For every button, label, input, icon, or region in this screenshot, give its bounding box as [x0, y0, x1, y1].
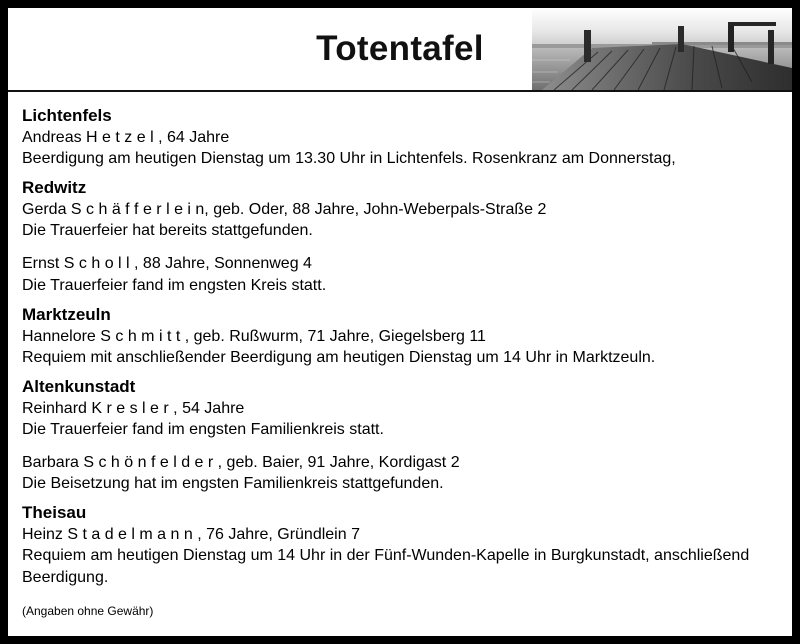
entry-name: Andreas H e t z e l , 64 Jahre [22, 129, 230, 146]
entry-name: Reinhard K r e s l e r , 54 Jahre [22, 399, 245, 417]
list-item [22, 398, 778, 440]
entry-name: Hannelore S c h m i t t , geb. Rußwurm, 71 Jahre, Giegelsberg 11 [22, 327, 486, 345]
section-lichtenfels [22, 106, 778, 169]
obituary-list [8, 92, 792, 618]
page-title: Totentafel [316, 29, 484, 68]
list-item [22, 524, 778, 587]
place-heading: Redwitz [22, 178, 87, 198]
header-banner [8, 8, 792, 90]
entry-note: Beerdigung am heutigen Dienstag um 13.30 Uhr in Lichtenfels. Rosenkranz am Donnerstag, [22, 150, 676, 168]
list-item [22, 326, 778, 368]
list-item [22, 452, 778, 494]
entry-name: Ernst S c h o l l , 88 Jahre, Sonnenweg 4 [22, 255, 312, 273]
list-item [22, 199, 778, 241]
place-heading: Marktzeuln [22, 304, 111, 324]
place-heading: Theisau [22, 503, 87, 523]
entry-note: Requiem mit anschließender Beerdigung am heutigen Dienstag um 14 Uhr in Marktzeuln. [22, 348, 656, 366]
disclaimer-text: (Angaben ohne Gewähr) [22, 603, 154, 618]
entry-name: Gerda S c h ä f f e r l e i n, geb. Oder, 88 Jahre, John-Weberpals-Straße 2 [22, 201, 547, 219]
entry-name: Heinz S t a d e l m a n n , 76 Jahre, Gründlein 7 [22, 526, 360, 544]
list-item [22, 253, 778, 295]
entry-note: Die Trauerfeier fand im engsten Familienkreis statt. [22, 420, 384, 438]
place-heading: Altenkunstadt [22, 376, 136, 396]
section-redwitz [22, 178, 778, 295]
section-theisau [22, 503, 778, 587]
entry-note: Die Beisetzung hat im engsten Familienkreis stattgefunden. [22, 475, 444, 493]
entry-note: Die Trauerfeier hat bereits stattgefunden. [22, 222, 313, 240]
entry-note: Requiem am heutigen Dienstag um 14 Uhr in der Fünf-Wunden-Kapelle in Burgkunstadt, anschließend Beerdigung. [22, 547, 750, 586]
list-item [22, 127, 778, 169]
section-marktzeuln [22, 305, 778, 368]
place-heading: Lichtenfels [22, 106, 112, 125]
entry-note: Die Trauerfeier fand im engsten Kreis statt. [22, 276, 327, 294]
section-altenkunstadt [22, 377, 778, 494]
obituary-sheet [8, 8, 792, 636]
entry-name: Barbara S c h ö n f e l d e r , geb. Baier, 91 Jahre, Kordigast 2 [22, 454, 460, 472]
